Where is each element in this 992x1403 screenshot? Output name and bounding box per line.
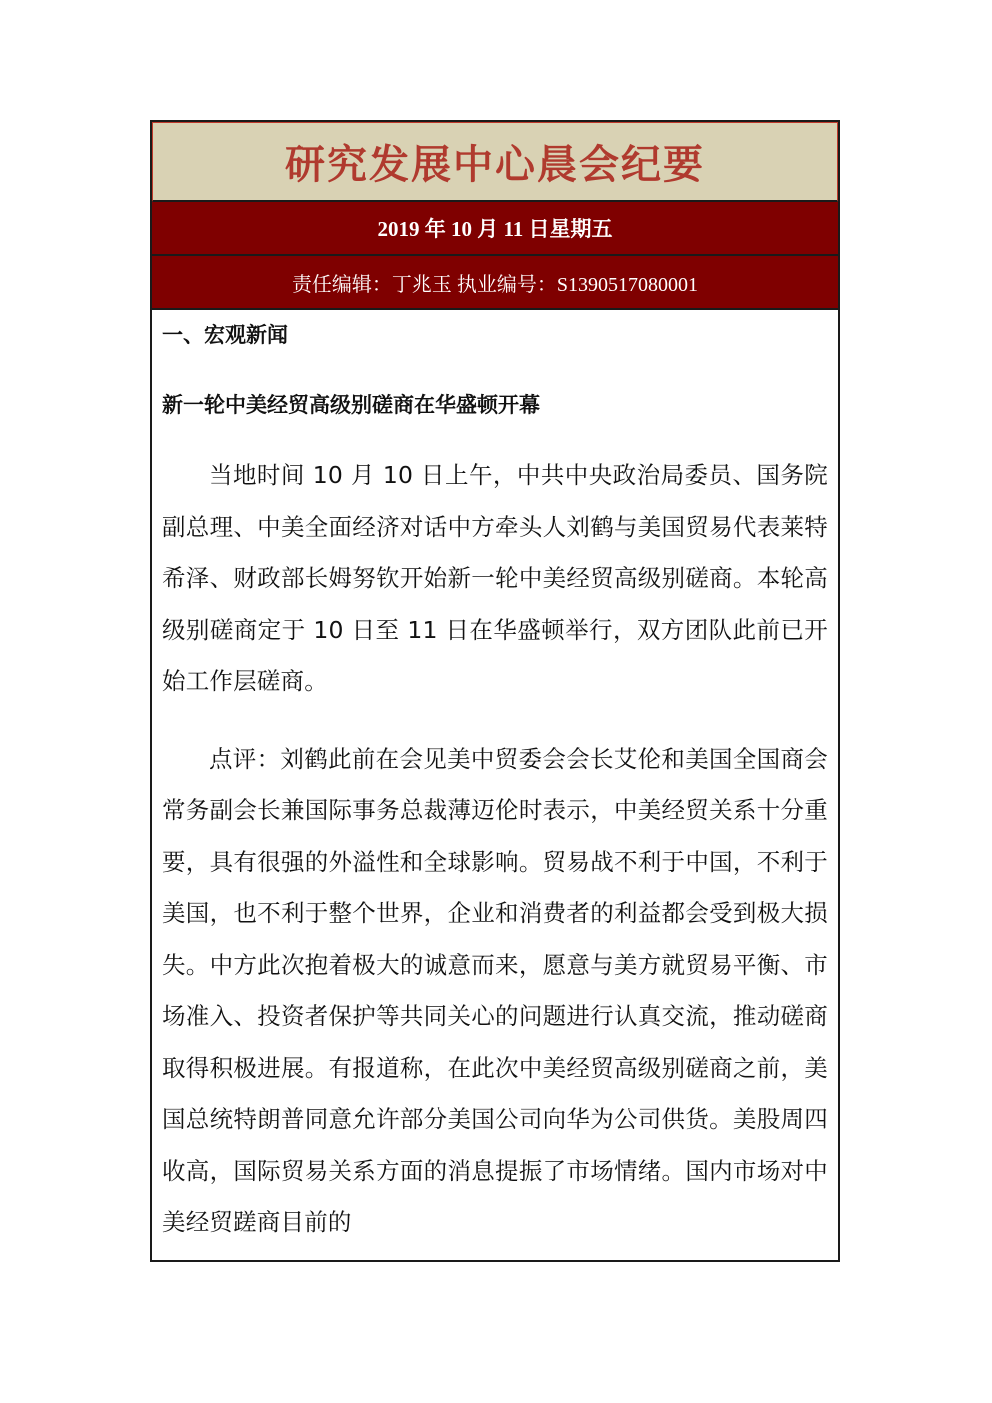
editor-banner bbox=[152, 256, 838, 310]
report-title: 研究发展中心晨会纪要 bbox=[285, 141, 705, 188]
editor-info: 责任编辑：丁兆玉 执业编号：S1390517080001 bbox=[291, 273, 699, 296]
article-title: 新一轮中美经贸高级别磋商在华盛顿开幕 bbox=[162, 393, 540, 417]
article-paragraph: 当地时间 10 月 10 日上午，中共中央政治局委员、国务院副总理、中美全面经济对话中方牵头人刘鹤与美国贸易代表莱特希泽、财政部长姆努钦开始新一轮中美经贸高级别磋商。本轮高级别磋商定于 10 日至 11 日在华盛顿举行，双方团队此前已开始工作层磋商。 bbox=[162, 461, 828, 695]
report-frame bbox=[150, 120, 840, 1262]
report-date: 2019 年 10 月 11 日星期五 bbox=[377, 217, 613, 241]
date-banner bbox=[152, 202, 838, 256]
section-heading: 一、宏观新闻 bbox=[162, 323, 288, 347]
article-commentary: 点评：刘鹤此前在会见美中贸委会会长艾伦和美国全国商会常务副会长兼国际事务总裁薄迈伦时表示，中美经贸关系十分重要，具有很强的外溢性和全球影响。贸易战不利于中国，不利于美国，也不利于整个世界，企业和消费者的利益都会受到极大损失。中方此次抱着极大的诚意而来，愿意与美方就贸易平衡、市场准入、投资者保护等共同关心的问题进行认真交流，推动磋商取得积极进展。有报道称，在此次中美经贸高级别磋商之前，美国总统特朗普同意允许部分美国公司向华为公司供货。美股周四收高，国际贸易关系方面的消息提振了市场情绪。国内市场对中美经贸蹉商目前的 bbox=[162, 744, 828, 1236]
title-band bbox=[152, 122, 838, 202]
report-content bbox=[152, 310, 838, 1249]
